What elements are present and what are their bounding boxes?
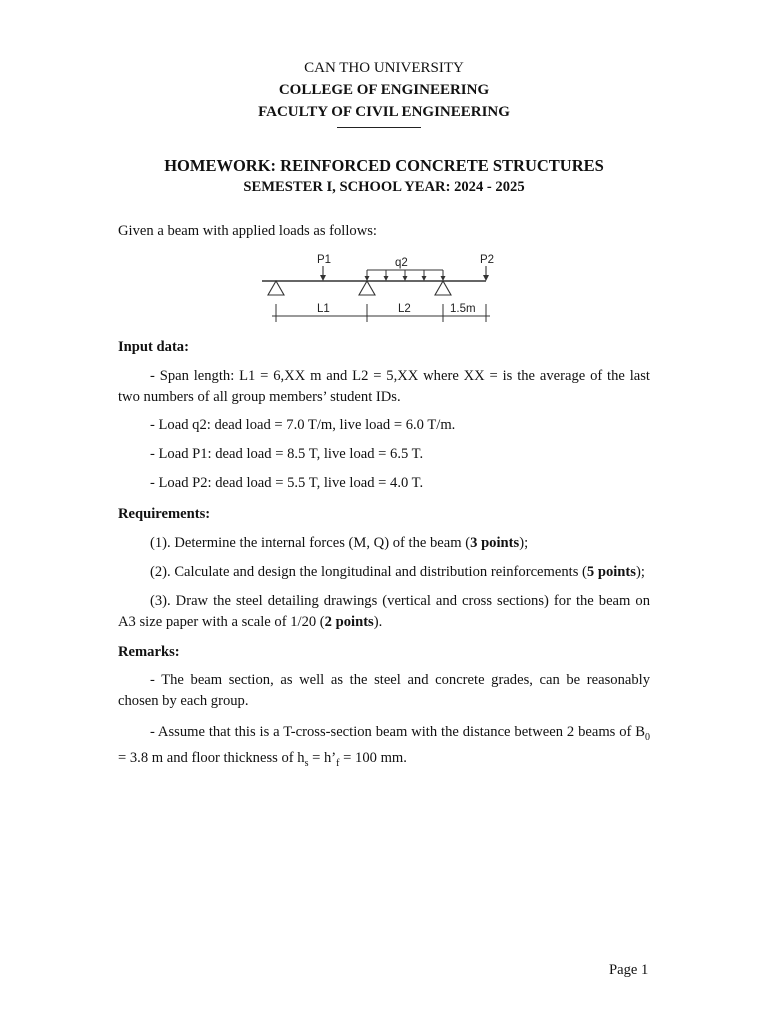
input-load-p1: - Load P1: dead load = 8.5 T, live load = 6.5 T. xyxy=(150,446,424,462)
input-heading: Input data: xyxy=(118,339,189,355)
page-number: Page 1 xyxy=(609,962,649,978)
support-3-icon xyxy=(435,281,451,295)
requirement-3: (3). Draw the steel detailing drawings (vertical and cross sections) for the beam on A3 size paper with a scale of 1/20 (2 points). xyxy=(118,593,650,630)
p1-label: P1 xyxy=(317,254,332,266)
l2-label: L2 xyxy=(398,303,411,315)
input-span-length: - Span length: L1 = 6,XX m and L2 = 5,XX where XX = is the average of the last two numbers of all group members’ student IDs. xyxy=(118,368,650,405)
remarks-heading: Remarks: xyxy=(118,644,180,660)
q2-label: q2 xyxy=(395,257,408,269)
input-load-p2: - Load P2: dead load = 5.5 T, live load = 4.0 T. xyxy=(150,475,424,491)
support-2-icon xyxy=(359,281,375,295)
university-name: CAN THO UNIVERSITY xyxy=(304,60,464,76)
requirements-heading: Requirements: xyxy=(118,506,211,522)
requirement-2: (2). Calculate and design the longitudinal and distribution reinforcements (5 points); xyxy=(150,564,645,580)
college-name: COLLEGE OF ENGINEERING xyxy=(278,82,490,98)
p2-arrow-icon xyxy=(483,275,489,281)
p2-label: P2 xyxy=(480,254,495,266)
remark-1: - The beam section, as well as the steel and concrete grades, can be reasonably chosen by each group. xyxy=(118,672,650,709)
document-title: HOMEWORK: REINFORCED CONCRETE STRUCTURES xyxy=(164,156,604,175)
remark-2: - Assume that this is a T-cross-section beam with the distance between 2 beams of $B_0 = 3.8$ m and floor thickness of $h_s$ = $h’_f = 100$ mm. xyxy=(118,724,650,769)
header-divider xyxy=(337,127,421,128)
faculty-name: FACULTY OF CIVIL ENGINEERING xyxy=(258,104,510,120)
semester-line: SEMESTER I, SCHOOL YEAR: 2024 - 2025 xyxy=(243,179,525,195)
p1-arrow-icon xyxy=(320,275,326,281)
requirement-1: (1). Determine the internal forces (M, Q) of the beam (3 points); xyxy=(150,535,529,551)
beam-diagram xyxy=(262,249,498,327)
support-1-icon xyxy=(268,281,284,295)
overhang-label: 1.5m xyxy=(450,303,476,315)
l1-label: L1 xyxy=(317,303,330,315)
input-load-q2: - Load q2: dead load = 7.0 T/m, live load = 6.0 T/m. xyxy=(150,417,456,433)
intro-text: Given a beam with applied loads as follows: xyxy=(118,223,377,239)
